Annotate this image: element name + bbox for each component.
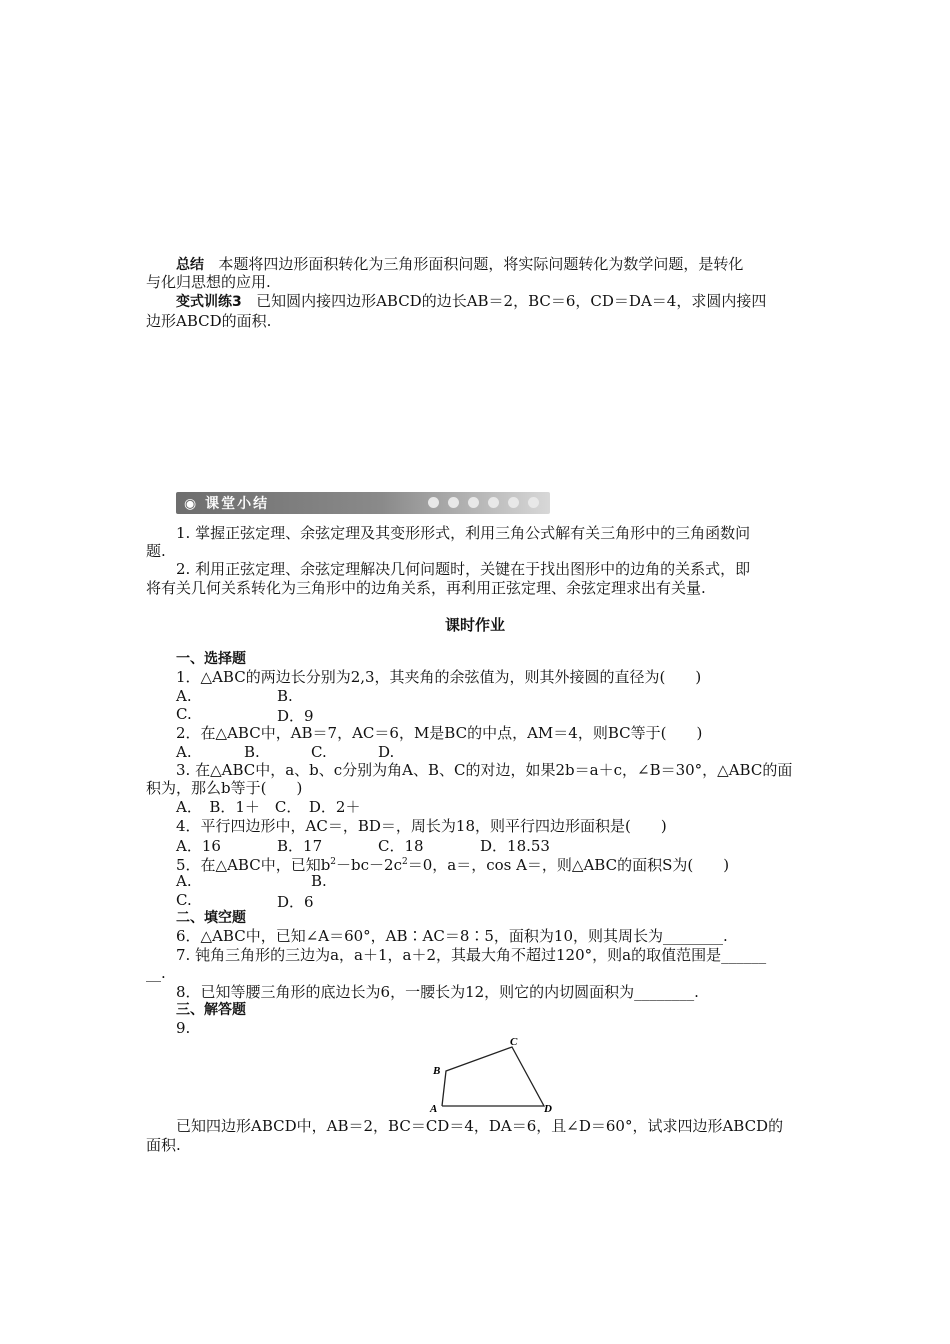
banner-dot (528, 497, 539, 508)
q2-stem: 2．在△ABC中，AB＝7，AC＝6，M是BC的中点，AM＝4，则BC等于( ) (176, 724, 703, 742)
summary-label: 总结 (176, 257, 204, 273)
summary-line-2: 与化归思想的应用. (146, 273, 271, 291)
banner-dot (488, 497, 499, 508)
recap-1b: 题. (146, 542, 166, 560)
q2-option-d: D. (378, 743, 395, 761)
q3-options: A． B．1＋ C． D．2＋ (176, 798, 361, 816)
variant-text: 已知圆内接四边形ABCD的边长AB＝2，BC＝6，CD＝DA＝4，求圆内接四 (256, 292, 767, 310)
vertex-label-d: D (544, 1103, 552, 1115)
recap-1a: 1. 掌握正弦定理、余弦定理及其变形形式，利用三角公式解有关三角形中的三角函数问 (176, 524, 751, 542)
q5-option-c: C. (176, 891, 192, 909)
q6: 6．△ABC中，已知∠A＝60°，AB∶AC＝8∶5，面积为10，则其周长为________. (176, 927, 728, 945)
q1-option-b: B. (277, 687, 293, 705)
q5-sup-1: 2 (330, 857, 337, 867)
recap-2b: 将有关几何关系转化为三角形中的边角关系，再利用正弦定理、余弦定理求出有关量. (146, 579, 706, 597)
lesson-summary-banner (176, 492, 550, 514)
q2-option-a: A. (176, 743, 192, 761)
q9-text-2: 面积. (146, 1136, 181, 1154)
recap-2a: 2. 利用正弦定理、余弦定理解决几何问题时，关键在于找出图形中的边角的关系式，即 (176, 560, 751, 578)
q2-option-c: C. (311, 743, 327, 761)
q5-option-d: D．6 (277, 893, 314, 911)
summary-line-1 (176, 255, 810, 275)
variant-line-1 (176, 292, 810, 312)
q4-option-c: C．18 (378, 837, 424, 855)
q1-option-c: C. (176, 705, 192, 723)
q5-stem-b: －bc－2c (336, 856, 402, 874)
q7-line-2: __. (146, 964, 166, 982)
q4-stem: 4．平行四边形中，AC＝，BD＝，周长为18，则平行四边形面积是( ) (176, 817, 667, 835)
q3-stem-2: 积为，那么b等于( ) (146, 779, 303, 797)
homework-title: 课时作业 (444, 616, 505, 634)
q5-stem-a: 5．在△ABC中，已知b (176, 856, 331, 874)
variant-label: 变式训练3 (176, 294, 242, 310)
banner-dot (508, 497, 519, 508)
q5-option-b: B. (311, 872, 327, 890)
q4-option-d: D．18.53 (480, 837, 550, 855)
q1-option-d: D．9 (277, 707, 314, 725)
quadrilateral-outline (442, 1047, 544, 1106)
section-choice: 一、选择题 (176, 651, 246, 667)
vertex-label-a: A (430, 1103, 438, 1115)
q3-stem-1: 3. 在△ABC中，a、b、c分别为角A、B、C的对边，如果2b＝a＋c，∠B＝30°，△ABC的面 (176, 761, 793, 779)
banner-dot (448, 497, 459, 508)
variant-line-2: 边形ABCD的面积. (146, 312, 272, 330)
banner-dot (468, 497, 479, 508)
vertex-label-b: B (433, 1065, 441, 1077)
q9-text-1: 已知四边形ABCD中，AB＝2，BC＝CD＝4，DA＝6，且∠D＝60°，试求四边形ABCD的 (176, 1117, 784, 1135)
q1-stem: 1．△ABC的两边长分别为2,3，其夹角的余弦值为，则其外接圆的直径为( ) (176, 668, 702, 686)
q4-option-b: B．17 (277, 837, 323, 855)
section-answer: 三、解答题 (176, 1002, 246, 1018)
q1-option-a: A. (176, 687, 192, 705)
section-fill: 二、填空题 (176, 910, 246, 926)
q5-option-a: A. (176, 872, 192, 890)
q5-sup-2: 2 (401, 857, 408, 867)
banner-dot (428, 497, 439, 508)
q7-line-1: 7. 钝角三角形的三边为a，a＋1，a＋2，其最大角不超过120°，则a的取值范围是______ (176, 946, 767, 964)
q5-stem (176, 853, 810, 875)
summary-text: 本题将四边形面积转化为三角形面积问题，将实际问题转化为数学问题，是转化 (218, 255, 744, 273)
q2-option-b: B. (244, 743, 260, 761)
q5-stem-c: ＝0，a＝，cos A＝，则△ABC的面积S为( ) (407, 856, 730, 874)
q9-number: 9. (176, 1019, 191, 1037)
banner-title: ◉ 课堂小结 (184, 496, 270, 512)
quadrilateral-figure (420, 1030, 560, 1115)
q8: 8．已知等腰三角形的底边长为6，一腰长为12，则它的内切圆面积为________. (176, 983, 699, 1001)
vertex-label-c: C (510, 1036, 518, 1048)
q4-option-a: A．16 (176, 837, 221, 855)
